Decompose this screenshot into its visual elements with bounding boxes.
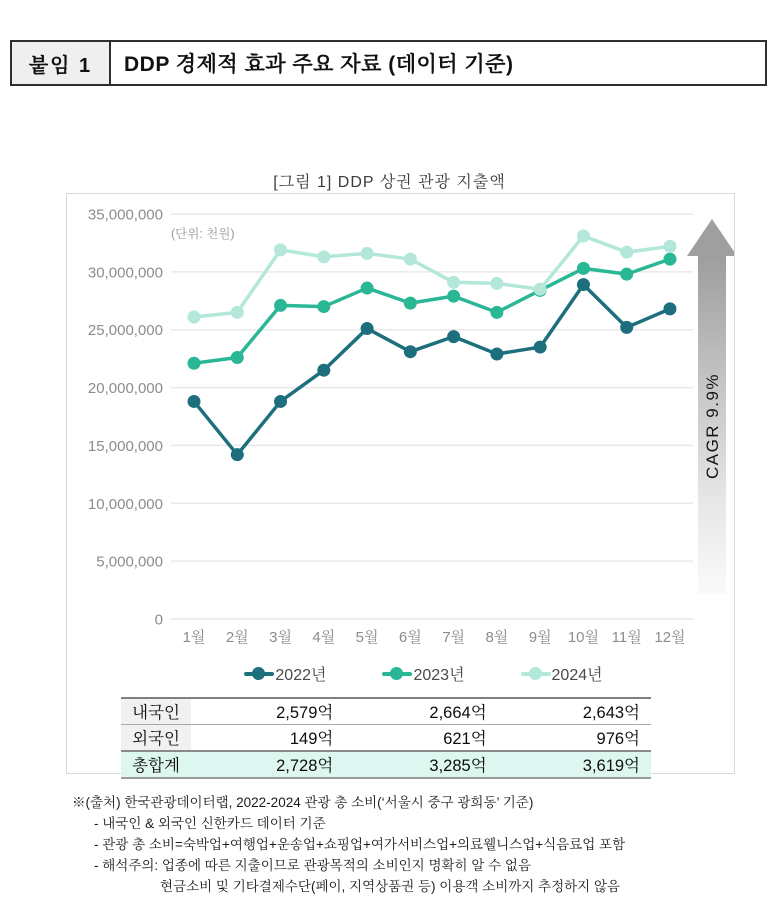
data-point-2022년-1월 [188,395,201,408]
data-point-2023년-3월 [274,299,287,312]
cell-foreign-2024: 976억 [498,725,651,752]
legend-marker-2024 [521,667,551,681]
data-point-2023년-11월 [620,268,633,281]
x-axis-tick-label: 4월 [312,629,336,646]
footnotes [72,792,625,897]
cell-domestic-2023: 2,664억 [429,704,487,722]
x-axis-tick-label: 12월 [654,629,686,646]
cell-total-2023: 3,285억 [344,751,497,778]
data-point-2024년-5월 [361,247,374,260]
page-title: DDP 경제적 효과 주요 자료 (데이터 기준) [124,53,514,76]
cell-foreign-2022: 149억 [191,725,344,752]
x-axis-tick-label: 7월 [442,629,466,646]
data-point-2024년-10월 [577,229,590,242]
data-point-2024년-2월 [231,306,244,319]
cagr-annotation: CAGR 9.9% [703,372,722,480]
legend-item-2023 [382,662,464,685]
data-point-2024년-6월 [404,253,417,266]
data-point-2022년-2월 [231,448,244,461]
chart-figure [66,193,735,774]
attachment-header [10,40,767,86]
cell-domestic-2024: 2,643억 [582,704,640,722]
legend-item-2022 [244,662,326,685]
data-point-2024년-9월 [534,283,547,296]
data-point-2022년-9월 [534,341,547,354]
data-point-2023년-12월 [663,253,676,266]
data-point-2022년-12월 [663,302,676,315]
data-point-2022년-6월 [404,345,417,358]
row-header-domestic: 내국인 [121,698,191,725]
series-line-2024년 [194,236,670,317]
data-point-2023년-2월 [231,351,244,364]
legend-marker-2023 [382,667,412,681]
footnote-caution-cont: 현금소비 및 기타결제수단(페이, 지역상품권 등) 이용객 소비까지 추정하지 않음 [160,879,621,894]
data-point-2024년-8월 [490,277,503,290]
data-point-2022년-8월 [490,348,503,361]
cell-foreign-2023: 621억 [344,725,497,752]
y-axis-tick-label: 35,000,000 [87,206,163,224]
data-point-2022년-3월 [274,395,287,408]
footnote-scope: - 관광 총 소비=숙박업+여행업+운송업+쇼핑업+여가서비스업+의료웰니스업+식음료업 포함 [94,837,626,852]
data-point-2024년-1월 [188,310,201,323]
data-point-2023년-6월 [404,297,417,310]
y-axis-tick-label: 20,000,000 [87,380,163,398]
legend-marker-2022 [244,667,274,681]
x-axis-tick-label: 11월 [611,629,642,646]
cagr-arrow-head [687,219,734,256]
data-point-2024년-11월 [620,246,633,259]
footnote-caution: - 해석주의: 업종에 따른 지출이므로 관광목적의 소비인지 명확히 알 수 없음 [94,858,531,873]
legend-label-2024: 2024년 [551,667,603,684]
x-axis-tick-label: 3월 [269,629,292,646]
data-point-2023년-1월 [188,357,201,370]
table-row-domestic [121,698,651,725]
data-point-2022년-7월 [447,330,460,343]
cell-total-2022: 2,728억 [191,751,344,778]
footnote-source: ※(출처) 한국관광데이터랩, 2022-2024 관광 총 소비(‘서울시 중구 광희동’ 기준) [72,795,534,810]
unit-label: (단위: 천원) [171,227,235,241]
y-axis-tick-label: 10,000,000 [87,495,163,513]
y-axis-tick-label: 5,000,000 [96,553,163,571]
x-axis-tick-label: 5월 [355,629,379,646]
data-point-2024년-3월 [274,243,287,256]
row-header-foreign: 외국인 [121,725,191,752]
x-axis-tick-label: 8월 [485,629,509,646]
data-point-2023년-4월 [317,300,330,313]
series-line-2022년 [194,285,670,455]
legend-label-2022: 2022년 [275,667,327,684]
chart-legend [67,662,734,685]
table-row-foreign [121,725,651,752]
y-axis-tick-label: 30,000,000 [87,264,163,282]
data-point-2022년-11월 [620,321,633,334]
x-axis-tick-label: 6월 [398,629,422,646]
y-axis-tick-label: 15,000,000 [87,437,163,455]
data-point-2024년-7월 [447,276,460,289]
x-axis-tick-label: 1월 [182,629,206,646]
x-axis-tick-label: 10월 [567,629,600,646]
spending-summary-table [121,697,651,779]
x-axis-tick-label: 9월 [528,629,552,646]
attachment-tag: 붙임 1 [12,42,111,84]
data-point-2022년-4월 [317,364,330,377]
cell-domestic-2022: 2,579억 [276,704,334,722]
data-point-2024년-12월 [663,240,676,253]
data-point-2022년-10월 [577,278,590,291]
data-point-2023년-8월 [490,306,503,319]
legend-item-2024 [521,662,603,685]
cell-total-2024: 3,619억 [498,751,651,778]
footnote-basis: - 내국인 & 외국인 신한카드 데이터 기준 [94,816,326,831]
row-header-total: 총합계 [121,751,191,778]
x-axis-tick-label: 2월 [225,629,249,646]
data-point-2023년-7월 [447,290,460,303]
data-point-2023년-5월 [361,282,374,295]
y-axis-tick-label: 0 [154,611,163,629]
table-row-total [121,751,651,778]
data-point-2023년-10월 [577,262,590,275]
line-chart [67,194,734,654]
data-point-2024년-4월 [317,250,330,263]
figure-caption: [그림 1] DDP 상권 관광 지출액 [273,174,506,191]
data-point-2022년-5월 [361,322,374,335]
y-axis-tick-label: 25,000,000 [87,322,163,340]
legend-label-2023: 2023년 [413,667,465,684]
